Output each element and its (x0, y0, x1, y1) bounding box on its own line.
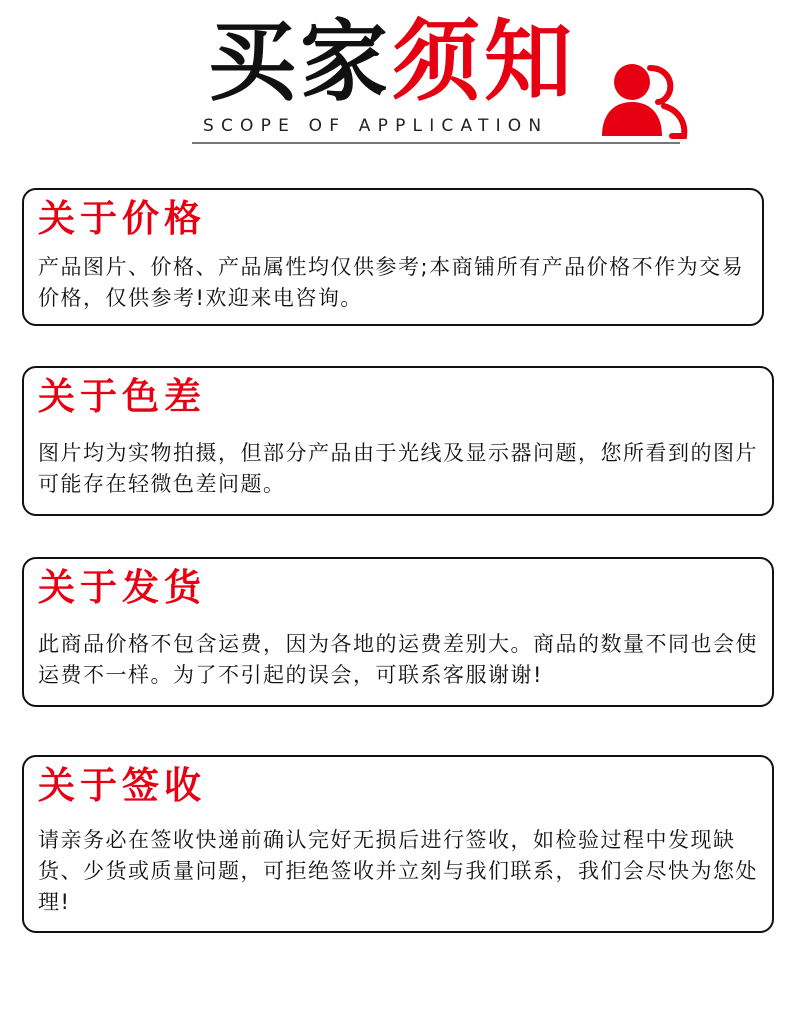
person-icon (598, 60, 690, 140)
card-heading: 关于价格 (38, 197, 206, 240)
card-heading: 关于签收 (38, 764, 206, 807)
divider (192, 142, 680, 144)
page-title-red: 须知 (392, 10, 577, 113)
subtitle: SCOPE OF APPLICATION (203, 116, 549, 136)
card-body: 图片均为实物拍摄，但部分产品由于光线及显示器问题，您所看到的图片可能存在轻微色差问题。 (38, 441, 758, 496)
page-title (208, 10, 577, 113)
page-title-black: 买家 (208, 10, 393, 113)
card-heading: 关于色差 (38, 375, 206, 418)
notice-card-shipping (22, 557, 774, 707)
header (0, 8, 790, 113)
card-body: 请亲务必在签收快递前确认完好无损后进行签收，如检验过程中发现缺货、少货或质量问题，可拒绝签收并立刻与我们联系，我们会尽快为您处理! (38, 828, 758, 914)
notice-card-color (22, 366, 774, 516)
notice-card-price (22, 188, 764, 326)
card-body: 产品图片、价格、产品属性均仅供参考;本商铺所有产品价格不作为交易价格，仅供参考!欢迎来电咨询。 (38, 255, 745, 310)
card-heading: 关于发货 (38, 566, 206, 609)
notice-card-signing (22, 755, 774, 933)
card-body: 此商品价格不包含运费，因为各地的运费差别大。商品的数量不同也会使运费不一样。为了不引起的误会，可联系客服谢谢! (38, 632, 758, 687)
